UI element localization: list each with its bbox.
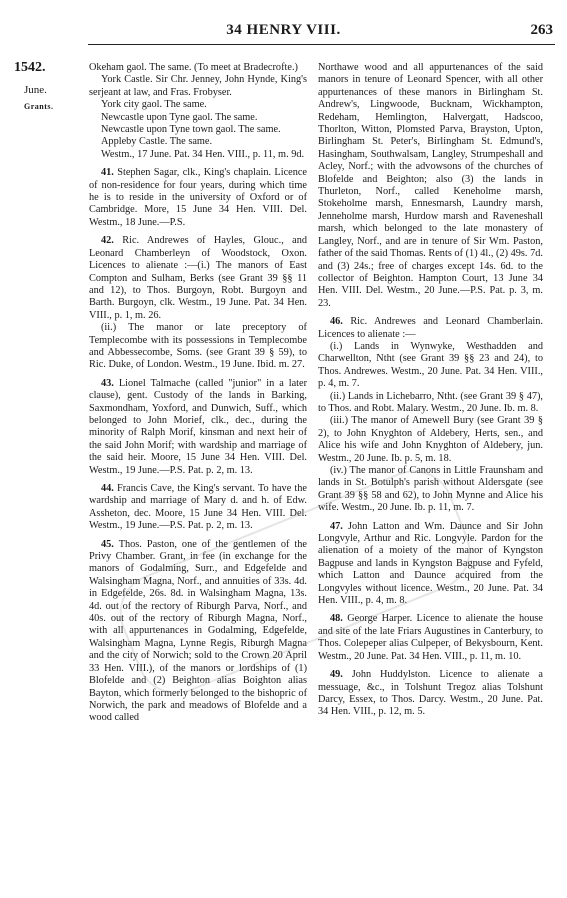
entry-text: John Huddylston. Licence to alienate a messuage, &c., in Tolshunt Tregoz alias Tolshunt Darcy, Essex, to Thos. Darcy. Westm., 20 June. Pat. 34 Hen. VIII., p. 12, m. 5.	[318, 669, 543, 718]
paragraph	[318, 391, 543, 416]
page-number: 263	[530, 22, 553, 38]
paragraph	[89, 74, 307, 99]
paragraph	[318, 613, 543, 663]
paragraph	[89, 136, 307, 148]
entry-number: 41.	[101, 167, 114, 179]
entry-text: (iii.) The manor of Amewell Bury (see Grant 39 § 2), to John Knyghton of Aldebery, Herts, sen., and Alice his wife and John Knyghton of Aldebery, jun. Westm., 20 June. Ib. p. 5, m. 18.	[318, 415, 543, 464]
entry-text: Westm., 17 June. Pat. 34 Hen. VIII., p. 11, m. 9d.	[101, 148, 305, 160]
paragraph	[89, 483, 307, 533]
entry-text: York city gaol. The same.	[101, 99, 207, 111]
margin-notes	[14, 60, 74, 111]
entry-text: Lionel Talmache (called "junior" in a later clause), gent. Custody of the lands in Barking, Saxmondham, Yoxford, and Dunwich, Suff., which belonged to John Morief, clk., dec., during the minority of Ralph Morif, kinsman and next heir of the said John Morif; with wardship and marriage of the said heir. Moore, 15 June 34 Hen. VIII. Del. Westm., 19 June.—P.S. Pat. p. 2, m. 13.	[89, 377, 308, 476]
paragraph	[89, 62, 307, 74]
entry-text: York Castle. Sir Chr. Jenney, John Hynde, King's serjeant at law, and Fras. Frobyser.	[89, 74, 307, 98]
paragraph	[89, 99, 307, 111]
entry-text: George Harper. Licence to alienate the house and site of the late Friars Augustines in Canterbury, to Thos. Colepeper alias Culpeper, of Bekysbourn, Kent. Westm., 20 June. Pat. 34 Hen. VIII., p. 11, m. 10.	[318, 613, 544, 662]
paragraph	[318, 316, 543, 341]
entry-text: (iv.) The manor of Canons in Little Fraunsham and lands in St. Botulph's parish without Aldersgate (see Grant 39 §§ 58 and 62), to John Mynne and Alice his wife. Westm., 20 June. Ib. p. 11, m. 7.	[318, 465, 543, 514]
entry-text: Francis Cave, the King's servant. To have the wardship and marriage of Mary d. and h. of Edw. Assheton, dec. Moore, 15 June 34 Hen. VIII. Del. Westm., 19 June.—P.S. Pat. p. 2, m. 13.	[89, 483, 307, 532]
running-title: 34 HENRY VIII.	[226, 22, 341, 38]
entry-number: 43.	[101, 377, 114, 389]
text-column-right	[318, 62, 543, 719]
entry-text: Stephen Sagar, clk., King's chaplain. Licence of non-residence for four years, during which time he is to reside in the university of Oxford or of Cambridge. More, 15 June 34 Hen. VIII. Del. Westm., 18 June.—P.S.	[89, 167, 307, 228]
entry-text: Appleby Castle. The same.	[101, 136, 213, 148]
paragraph	[318, 669, 543, 719]
entry-text: (i.) Lands in Wynwyke, Westhadden and Charwellton, Ntht (see Grant 39 §§ 23 and 24), to Thos. Andrewes. Westm., 20 June. Pat. 34 Hen. VIII., p. 4, m. 7.	[318, 340, 543, 390]
entry-text: Ric. Andrewes and Leonard Chamberlain. Licences to alienate :—	[318, 316, 544, 340]
entry-text: Thos. Paston, one of the gentlemen of the Privy Chamber. Grant, in fee (in exchange for the manors of Godalming, Surr., and Edgefelde and Walsingham Magna, Norf., and annuities of 33s. 4d. in Edgefelde, 26s. 8d. in Walsingham Magna, 13s. 4d. out of the rectory of Riburgh Parva, Norf., and 40s. out of the rectory of Riburgh Magna, Norf., with all appurtenances in Godalming, Edgefelde, Walsingham Magna, Lynne Regis, Riburgh Magna and the city of Norwich; sold to the Crown 20 April 33 Hen. VIII.), of the manors or lordships of (1) Blofelde and (2) Beighton alias Boighton alias Bayton, which formerly belonged to the bishopric of Norwich, the park and meadows of Blofelde and a wood called	[89, 538, 308, 724]
entry-text: Ric. Andrewes of Hayles, Glouc., and Leonard Chamberleyn of Woodstock, Oxon. Licences to alienate :—(i.) The manors of East Compton and Sulham, Berks (see Grant 39 §§ 11 and 12), to Thos. Burgoyn, Robt. Burgoyn and Barth. Burgoyn, clk. Westm., 19 June. Pat. 34 Hen. VIII., p. 1, m. 26.	[89, 235, 307, 321]
entry-text: Okeham gaol. The same. (To meet at Bradecrofte.)	[89, 62, 298, 73]
margin-section: Grants.	[24, 102, 54, 111]
entry-number: 47.	[330, 520, 343, 532]
paragraph	[89, 149, 307, 161]
entry-number: 42.	[101, 235, 114, 247]
paragraph	[89, 539, 307, 725]
entry-text: Newcastle upon Tyne gaol. The same.	[101, 111, 258, 123]
entry-text: (ii.) Lands in Lichebarro, Ntht. (see Grant 39 § 47), to Thos. and Robt. Malary. Westm., 20 June. Ib. m. 8.	[318, 390, 543, 414]
entry-number: 44.	[101, 483, 114, 494]
paragraph	[89, 167, 307, 229]
paragraph	[89, 378, 307, 477]
entry-text: John Latton and Wm. Daunce and Sir John Longvyle, Arthur and Ric. Longvyle. Pardon for the alienation of a moiety of the manor of Kyngston Bagpuse and lands in Kyngston Bagpuse and Fyfeld, which Latton and Daunce acquired from the Longvyles without licence. Westm., 20 June. Pat. 34 Hen. VIII., p. 4, m. 8.	[318, 520, 543, 607]
margin-month: June.	[24, 84, 47, 96]
header-rule	[88, 44, 555, 45]
entry-text: Northawe wood and all appurtenances of the said manors in tenure of Leonard Spencer, with all other appurtenances of these manors in Birlingham St. Andrew's, Lingwoode, Bucknam, Wickhampton, Redeham, Hemlington, Halvergatt, Hadscoo, Thorlton, Witton, Plomsted Parva, Brayston, Upton, Birlingham St. Peter's, Birlingham St. Edmund's, Hasingham, Southwalsam, Langley, Strumpeshall and Acley, Norf.; with the advowsons of the churches of Blofelde and Beighton; also (3) the lands in Thurleton, Norf., called Keneholme marsh, Stokeholme marsh, Ennesmarsh, Laundry marsh, Jenneholme marsh, Hurdow marsh and Raveneshall marsh, which belonged to the late monastery of Langley, Norf., and are in tenure of Sir Wm. Paston, father of the said Thomas. Rents of (1) 4l., (2) 49s. 7d. and (3) 24s.; free of charges except 14s. 6d. to the collector of Beighton. Hampton Court, 13 June 34 Hen. VIII. Del. Westm., 20 June.—P.S. Pat. p. 3, m. 23.	[318, 62, 543, 309]
paragraph	[318, 415, 543, 465]
paragraph	[89, 124, 307, 136]
paragraph	[89, 112, 307, 124]
margin-year: 1542.	[14, 60, 46, 75]
running-header	[0, 22, 567, 44]
entry-text: Newcastle upon Tyne town gaol. The same.	[101, 124, 281, 136]
paragraph	[318, 521, 543, 608]
paragraph	[89, 322, 307, 372]
paragraph	[89, 235, 307, 322]
paragraph	[318, 341, 543, 391]
entry-number: 49.	[330, 669, 343, 681]
entry-text: (ii.) The manor or late preceptory of Templecombe with its possessions in Templecombe and Abbessecombe, Soms. (see Grant 39 § 59), to Ric. Duke, of London. Westm., 19 June. Ibid. m. 27.	[89, 322, 307, 371]
entry-number: 46.	[330, 316, 343, 328]
entry-number: 48.	[330, 613, 343, 625]
paragraph	[318, 465, 543, 515]
paragraph	[318, 62, 543, 310]
text-column-left	[89, 62, 307, 725]
entry-number: 45.	[101, 538, 114, 550]
